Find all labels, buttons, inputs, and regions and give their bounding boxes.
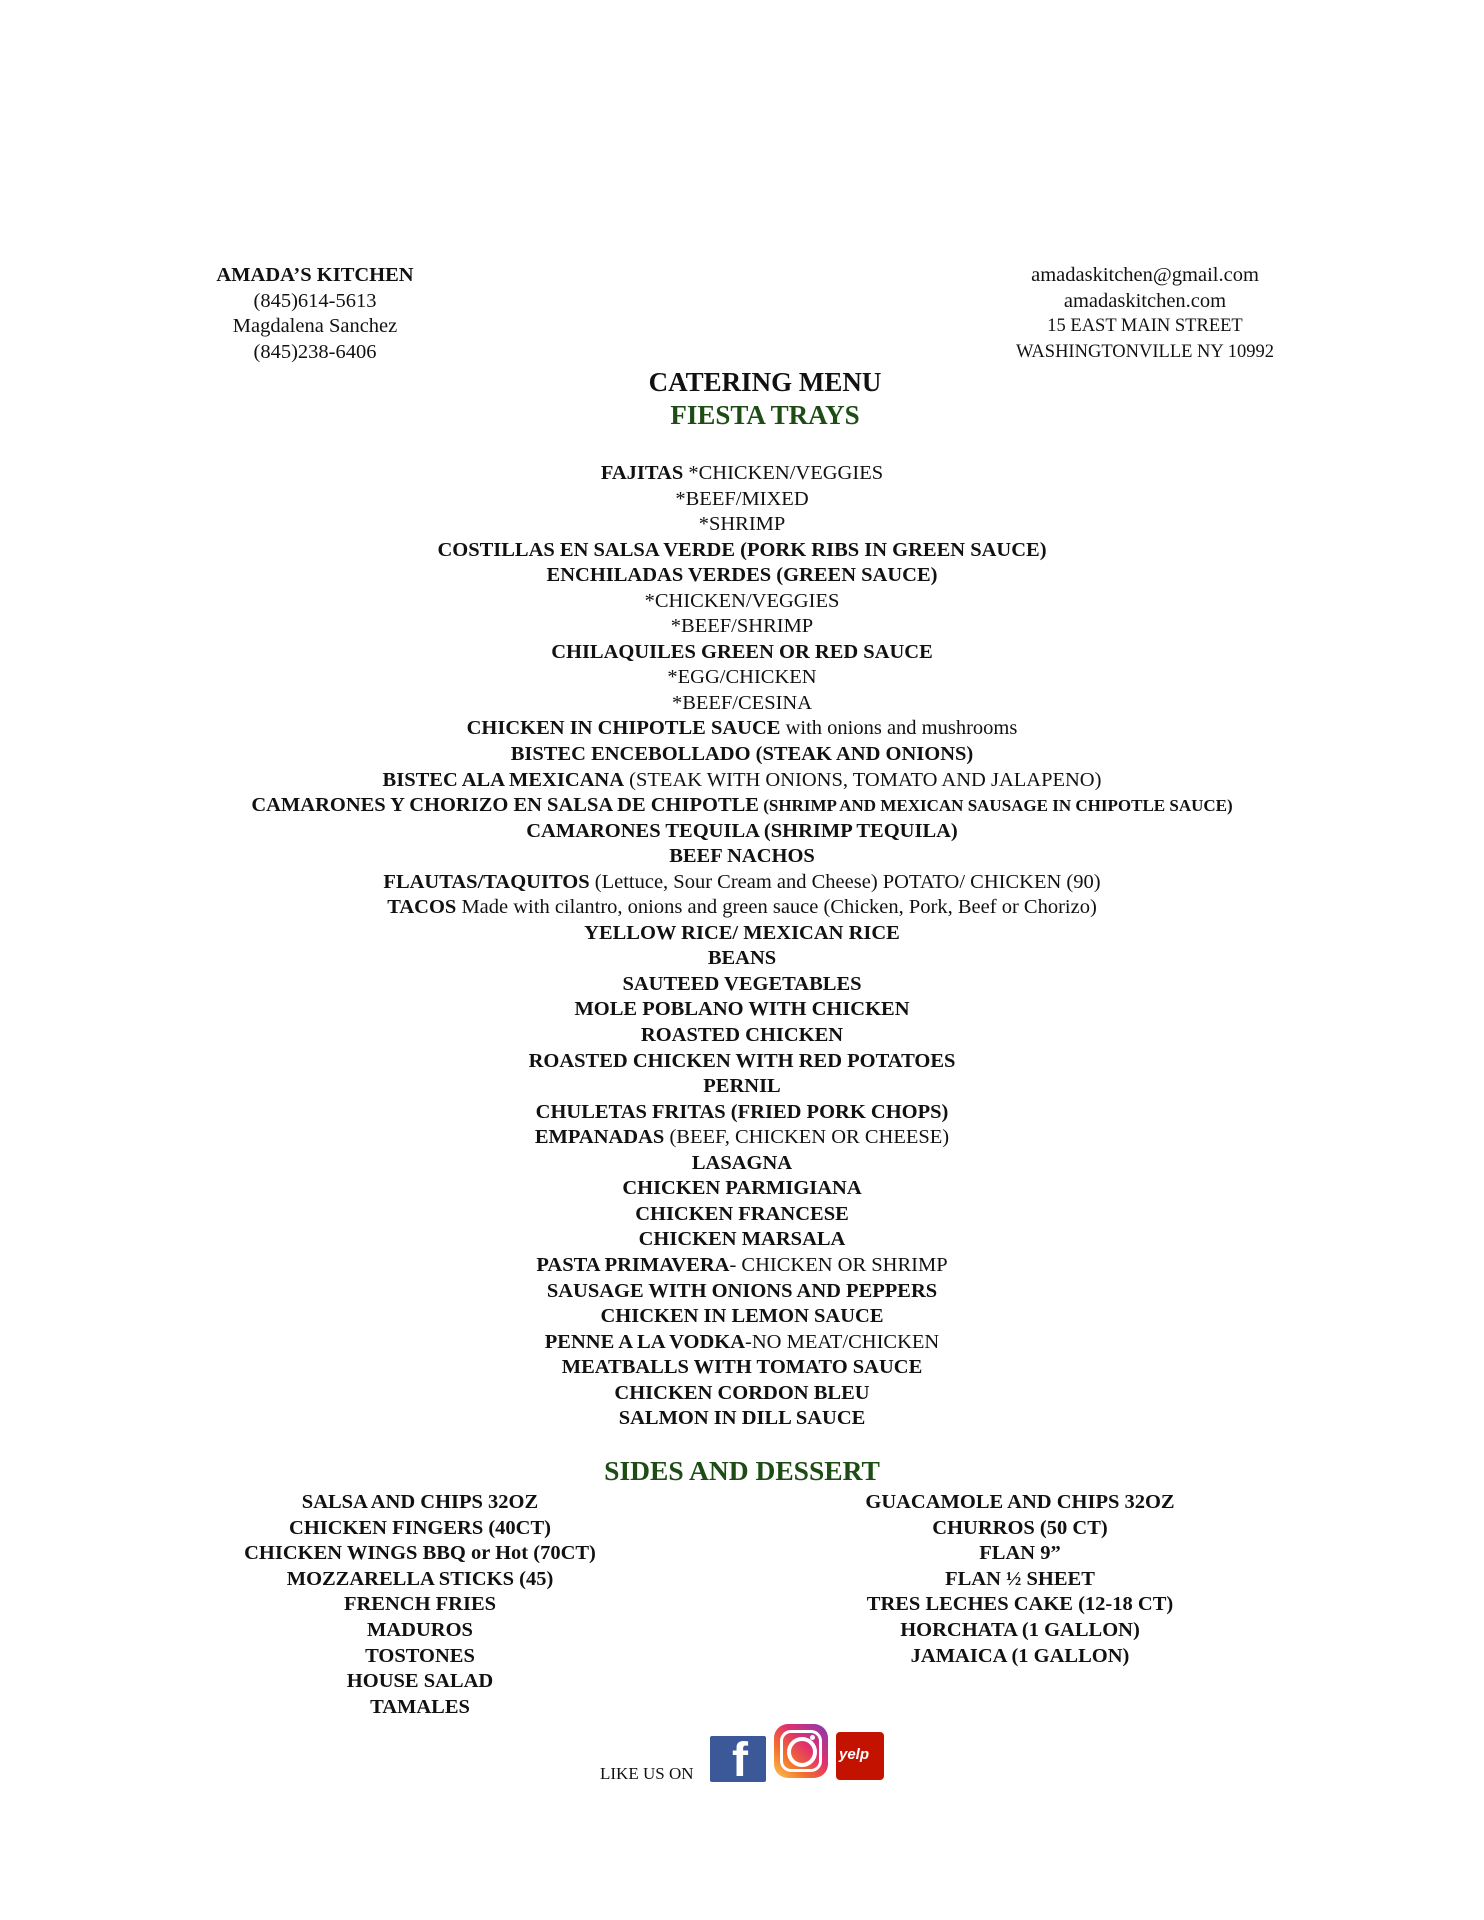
menu-item-detail: -NO MEAT/CHICKEN	[745, 1330, 940, 1353]
street-address: 15 EAST MAIN STREET	[1047, 316, 1243, 337]
side-item: TOSTONES	[365, 1644, 475, 1667]
menu-item	[0, 691, 1484, 717]
menu-item-name: MEATBALLS WITH TOMATO SAUCE	[561, 1356, 923, 1379]
email-link[interactable]: amadaskitchen@gmail.com	[1031, 264, 1259, 286]
sides-dessert-title: SIDES AND DESSERT	[604, 1455, 880, 1486]
menu-item	[0, 640, 1484, 666]
menu-item-name: FAJITAS	[600, 462, 684, 484]
menu-item-name: PERNIL	[703, 1075, 781, 1098]
menu-item	[0, 1330, 1484, 1356]
menu-item-detail: *EGG/CHICKEN	[667, 666, 817, 689]
menu-item-translation: (SHRIMP AND MEXICAN SAUSAGE IN CHIPOTLE SAUCE)	[758, 796, 1233, 816]
phone-1: (845)614-5613	[253, 289, 377, 312]
menu-item-name: CHICKEN IN LEMON SAUCE	[600, 1305, 884, 1328]
menu-item-name: CHICKEN IN CHIPOTLE SAUCE	[466, 717, 781, 740]
menu-item-detail: *SHRIMP	[698, 513, 786, 536]
menu-item-name: CHICKEN PARMIGIANA	[622, 1177, 862, 1200]
menu-item	[0, 972, 1484, 998]
menu-item-name: MOLE POBLANO WITH CHICKEN	[574, 998, 910, 1021]
menu-item-name: ROASTED CHICKEN	[640, 1024, 844, 1047]
menu-item	[0, 870, 1484, 896]
menu-item-name: PENNE A LA VODKA	[544, 1330, 746, 1353]
side-item: CHICKEN FINGERS (40CT)	[289, 1516, 551, 1539]
menu-item-name: EMPANADAS	[534, 1126, 665, 1149]
menu-item-name: ENCHILADAS VERDES (GREEN SAUCE)	[546, 564, 938, 587]
menu-item	[0, 487, 1484, 513]
menu-item-detail: *BEEF/SHRIMP	[670, 615, 814, 638]
menu-item-detail: *BEEF/CESINA	[671, 691, 813, 714]
menu-item	[0, 742, 1484, 768]
facebook-icon[interactable]	[710, 1734, 766, 1787]
menu-item-name: CHICKEN CORDON BLEU	[614, 1381, 870, 1404]
sides-list	[230, 1490, 610, 1720]
side-item: MADUROS	[367, 1618, 473, 1641]
menu-item	[0, 768, 1484, 794]
menu-item	[0, 1279, 1484, 1305]
menu-item-name: CHILAQUILES GREEN OR RED SAUCE	[551, 640, 933, 663]
instagram-icon[interactable]	[774, 1724, 828, 1778]
menu-item	[0, 665, 1484, 691]
website-link[interactable]: amadaskitchen.com	[1063, 289, 1227, 312]
menu-item	[0, 921, 1484, 947]
menu-item-name: PASTA PRIMAVERA	[536, 1253, 730, 1276]
dessert-item: GUACAMOLE AND CHIPS 32OZ	[865, 1491, 1175, 1513]
menu-item-detail: *BEEF/MIXED	[675, 487, 809, 510]
catering-menu-title: CATERING MENU	[648, 367, 882, 397]
menu-item-detail: *CHICKEN/VEGGIES	[683, 462, 884, 484]
menu-item	[0, 793, 1484, 819]
menu-item	[0, 895, 1484, 921]
menu-item-name: COSTILLAS EN SALSA VERDE (PORK RIBS IN GREEN SAUCE)	[437, 538, 1047, 561]
menu-item	[0, 1125, 1484, 1151]
side-item: HOUSE SALAD	[346, 1670, 494, 1693]
fiesta-trays-title: FIESTA TRAYS	[670, 400, 860, 430]
menu-item	[0, 1100, 1484, 1126]
contact-block	[150, 263, 480, 365]
menu-item-name: CHULETAS FRITAS (FRIED PORK CHOPS)	[535, 1100, 949, 1123]
menu-item	[0, 1176, 1484, 1202]
contact-name: Magdalena Sanchez	[232, 315, 398, 338]
menu-item	[0, 538, 1484, 564]
social-footer	[600, 1722, 900, 1787]
menu-item-name: CHICKEN MARSALA	[638, 1228, 846, 1251]
instagram-dot	[810, 1735, 815, 1740]
menu-item-name: SAUTEED VEGETABLES	[622, 972, 862, 995]
dessert-item: CHURROS (50 CT)	[932, 1516, 1108, 1539]
menu-item	[0, 997, 1484, 1023]
menu-item-detail: with onions and mushrooms	[780, 717, 1018, 740]
phone-2: (845)238-6406	[253, 340, 377, 363]
side-item: MOZZARELLA STICKS (45)	[286, 1567, 554, 1590]
menu-item-name: BISTEC ENCEBOLLADO (STEAK AND ONIONS)	[510, 743, 974, 766]
menu-item-name: BEANS	[707, 947, 777, 970]
fiesta-trays-list	[0, 461, 1484, 1432]
menu-item-name: SAUSAGE WITH ONIONS AND PEPPERS	[546, 1279, 938, 1302]
menu-item	[0, 614, 1484, 640]
menu-item-detail: (BEEF, CHICKEN OR CHEESE)	[664, 1126, 950, 1149]
menu-item-name: BISTEC ALA MEXICANA	[382, 768, 625, 791]
menu-item	[0, 563, 1484, 589]
menu-item	[0, 716, 1484, 742]
dessert-list	[830, 1490, 1210, 1669]
menu-item	[0, 1406, 1484, 1432]
dessert-item: TRES LECHES CAKE (12-18 CT)	[866, 1593, 1174, 1616]
menu-item-name: CAMARONES TEQUILA (SHRIMP TEQUILA)	[526, 819, 958, 842]
menu-item	[0, 1023, 1484, 1049]
dessert-item: HORCHATA (1 GALLON)	[900, 1618, 1140, 1641]
menu-item-detail: (STEAK WITH ONIONS, TOMATO AND JALAPENO)	[624, 768, 1102, 791]
yelp-icon[interactable]	[836, 1732, 884, 1780]
menu-item-name: YELLOW RICE/ MEXICAN RICE	[584, 921, 900, 944]
menu-item	[0, 819, 1484, 845]
menu-item	[0, 1355, 1484, 1381]
dessert-item: FLAN 9”	[979, 1542, 1061, 1565]
address-block	[960, 263, 1330, 365]
like-us-label: LIKE US ON	[600, 1764, 694, 1783]
menu-item-name: CHICKEN FRANCESE	[635, 1202, 849, 1225]
dessert-item: FLAN ½ SHEET	[945, 1567, 1095, 1590]
dessert-item: JAMAICA (1 GALLON)	[910, 1644, 1130, 1667]
side-item: SALSA AND CHIPS 32OZ	[301, 1491, 539, 1513]
menu-item-name: FLAUTAS/TAQUITOS	[383, 870, 590, 893]
menu-item-name: TACOS	[387, 896, 457, 919]
menu-item-name: SALMON IN DILL SAUCE	[618, 1407, 866, 1430]
menu-item	[0, 1253, 1484, 1279]
menu-item-detail: (Lettuce, Sour Cream and Cheese) POTATO/ CHICKEN (90)	[589, 870, 1101, 893]
menu-item	[0, 461, 1484, 487]
menu-item-detail: Made with cilantro, onions and green sauce (Chicken, Pork, Beef or Chorizo)	[456, 896, 1097, 919]
menu-item	[0, 512, 1484, 538]
city-address: WASHINGTONVILLE NY 10992	[1016, 341, 1274, 362]
menu-item-name: ROASTED CHICKEN WITH RED POTATOES	[528, 1049, 956, 1072]
menu-item	[0, 1151, 1484, 1177]
side-item: FRENCH FRIES	[343, 1593, 497, 1616]
menu-item	[0, 1074, 1484, 1100]
menu-item	[0, 589, 1484, 615]
yelp-wordmark: yelp	[839, 1746, 870, 1763]
menu-item	[0, 946, 1484, 972]
menu-item	[0, 844, 1484, 870]
side-item: CHICKEN WINGS BBQ or Hot (70CT)	[244, 1542, 596, 1565]
menu-item	[0, 1202, 1484, 1228]
menu-item	[0, 1381, 1484, 1407]
menu-item	[0, 1227, 1484, 1253]
menu-item	[0, 1049, 1484, 1075]
instagram-lens	[787, 1737, 817, 1767]
menu-item-detail: *CHICKEN/VEGGIES	[644, 589, 840, 612]
menu-item-detail: - CHICKEN OR SHRIMP	[729, 1253, 948, 1276]
menu-item	[0, 1304, 1484, 1330]
menu-item-name: LASAGNA	[691, 1151, 793, 1174]
facebook-glyph: f	[732, 1734, 748, 1787]
business-name: AMADA’S KITCHEN	[216, 264, 414, 286]
menu-item-name: BEEF NACHOS	[669, 845, 815, 868]
menu-item-name: CAMARONES Y CHORIZO EN SALSA DE CHIPOTLE	[251, 794, 759, 817]
side-item: TAMALES	[370, 1695, 470, 1718]
